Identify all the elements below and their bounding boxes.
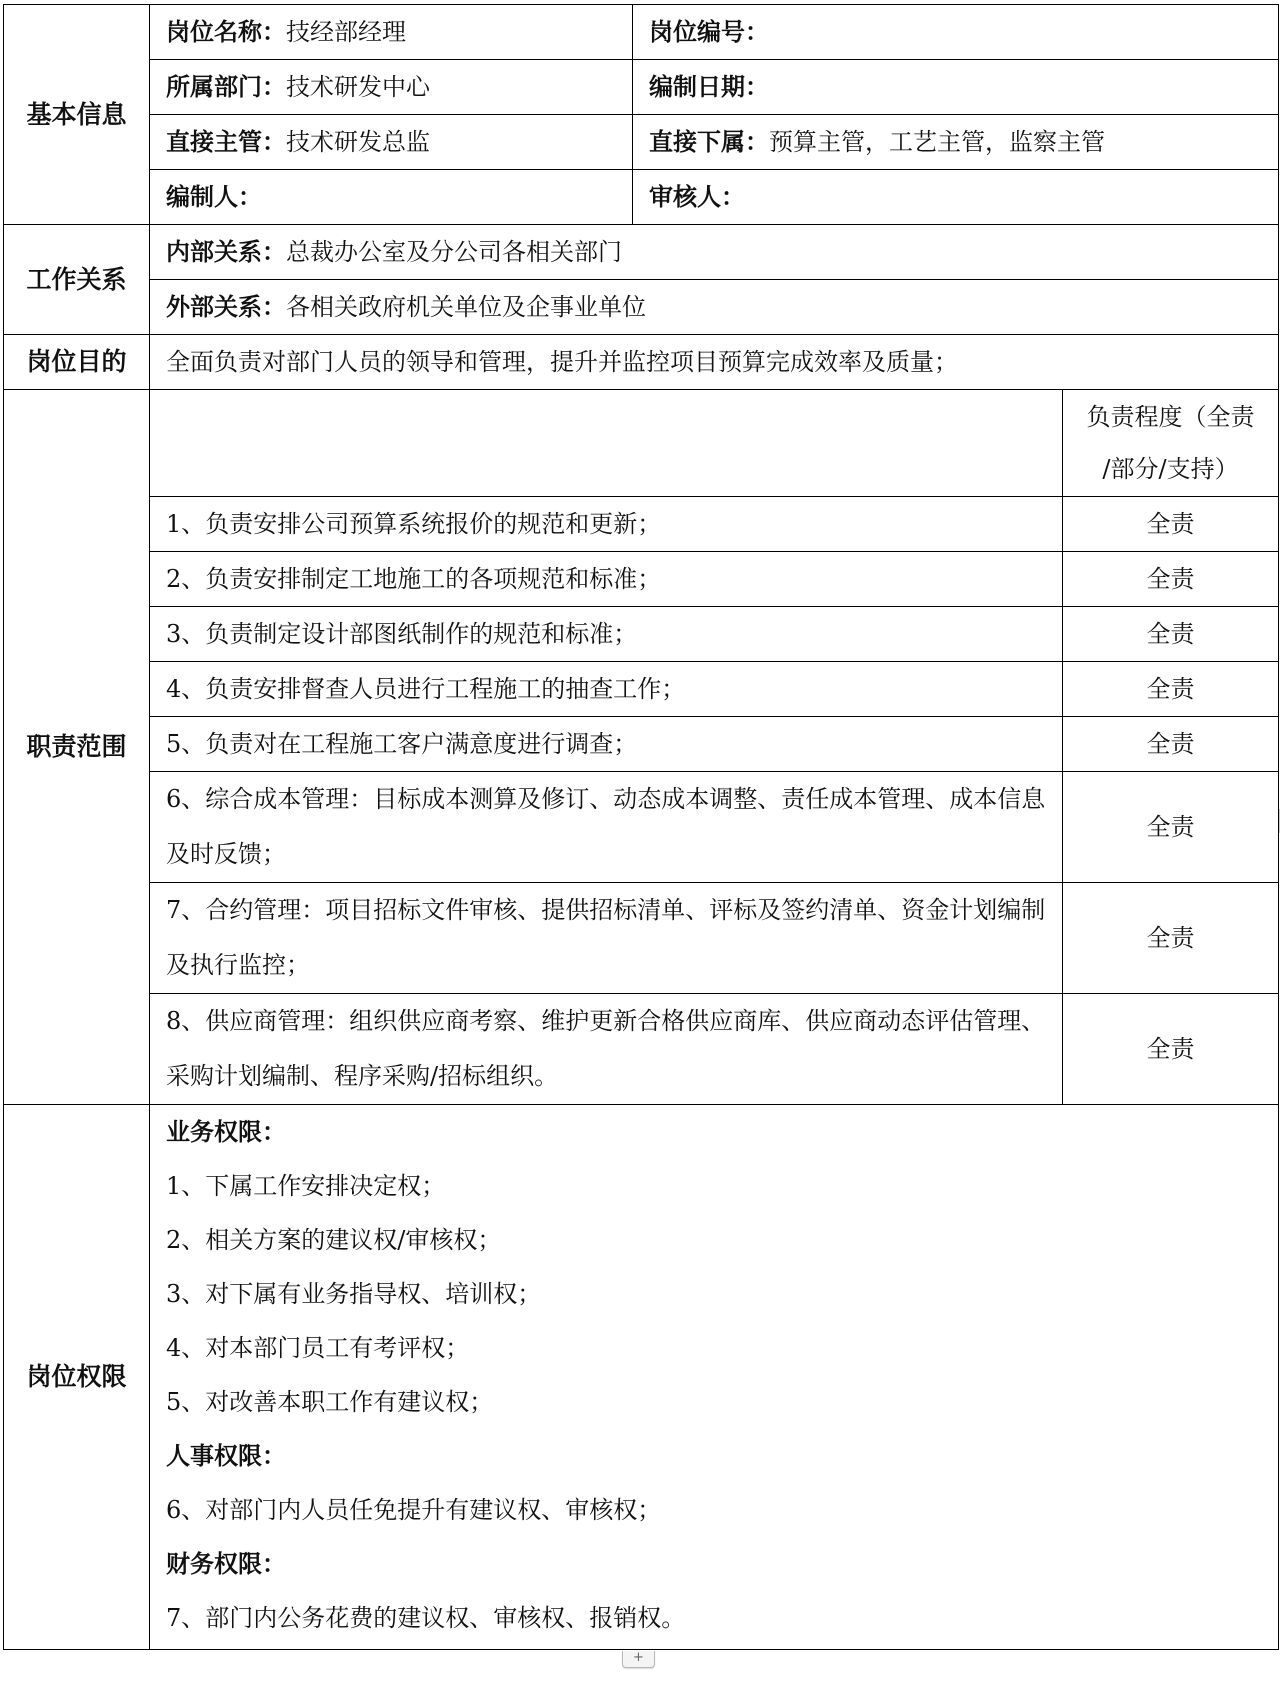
section-label-authority: 岗位权限	[4, 1105, 150, 1650]
responsibility-degree[interactable]: 全责	[1063, 552, 1279, 607]
responsibility-text[interactable]: 6、综合成本管理：目标成本测算及修订、动态成本调整、责任成本管理、成本信息及时反馈；	[150, 772, 1063, 883]
field-key: 直接主管：	[166, 128, 286, 156]
section-label-purpose: 岗位目的	[4, 335, 150, 390]
field-direct-subordinates[interactable]	[633, 115, 1279, 170]
authority-group-title-personnel: 人事权限：	[166, 1442, 286, 1470]
add-row-button[interactable]	[622, 1651, 655, 1668]
field-reviewer[interactable]	[633, 170, 1279, 225]
responsibility-degree[interactable]: 全责	[1063, 883, 1279, 994]
field-key: 编制日期：	[649, 73, 769, 101]
authority-item: 1、下属工作安排决定权；	[166, 1172, 446, 1200]
basic-info-row-4	[4, 170, 1279, 225]
basic-info-row-3	[4, 115, 1279, 170]
column-resize-handle[interactable]	[1279, 809, 1283, 833]
authority-item: 5、对改善本职工作有建议权；	[166, 1388, 494, 1416]
field-key: 内部关系：	[166, 238, 286, 266]
work-relations-row-external	[4, 280, 1279, 335]
field-internal-relations[interactable]	[150, 225, 1279, 280]
field-compile-date[interactable]	[633, 60, 1279, 115]
section-label-work-relations: 工作关系	[4, 225, 150, 335]
field-compiler[interactable]	[150, 170, 633, 225]
responsibility-row	[4, 552, 1279, 607]
field-value: 技经部经理	[286, 18, 406, 46]
field-direct-supervisor[interactable]	[150, 115, 633, 170]
responsibility-row	[4, 662, 1279, 717]
basic-info-row-1	[4, 5, 1279, 60]
field-key: 编制人：	[166, 183, 262, 211]
responsibility-text[interactable]: 8、供应商管理：组织供应商考察、维护更新合格供应商库、供应商动态评估管理、采购计划编制、程序采购/招标组织。	[150, 994, 1063, 1105]
responsibility-text[interactable]: 1、负责安排公司预算系统报价的规范和更新；	[150, 497, 1063, 552]
responsibility-row	[4, 497, 1279, 552]
responsibility-degree[interactable]: 全责	[1063, 994, 1279, 1105]
field-value: 各相关政府机关单位及企事业单位	[286, 293, 646, 321]
authority-content[interactable]	[150, 1105, 1279, 1650]
field-key: 审核人：	[649, 183, 745, 211]
authority-item: 3、对下属有业务指导权、培训权；	[166, 1280, 542, 1308]
responsibility-row	[4, 772, 1279, 883]
responsibilities-header-row	[4, 390, 1279, 497]
responsibility-row	[4, 994, 1279, 1105]
field-value: 技术研发总监	[286, 128, 430, 156]
field-external-relations[interactable]	[150, 280, 1279, 335]
responsibility-text[interactable]: 5、负责对在工程施工客户满意度进行调查；	[150, 717, 1063, 772]
responsibility-row	[4, 607, 1279, 662]
responsibility-text[interactable]: 7、合约管理：项目招标文件审核、提供招标清单、评标及签约清单、资金计划编制及执行监控；	[150, 883, 1063, 994]
responsibility-text[interactable]: 3、负责制定设计部图纸制作的规范和标准；	[150, 607, 1063, 662]
field-value: 预算主管，工艺主管，监察主管	[769, 128, 1105, 156]
responsibility-degree[interactable]: 全责	[1063, 497, 1279, 552]
responsibility-degree[interactable]: 全责	[1063, 607, 1279, 662]
responsibility-degree[interactable]: 全责	[1063, 662, 1279, 717]
field-department[interactable]	[150, 60, 633, 115]
field-key: 所属部门：	[166, 73, 286, 101]
section-label-basic-info: 基本信息	[4, 5, 150, 225]
plus-icon: +	[633, 1650, 644, 1665]
responsibility-degree[interactable]: 全责	[1063, 717, 1279, 772]
purpose-row	[4, 335, 1279, 390]
field-value: 总裁办公室及分公司各相关部门	[286, 238, 622, 266]
work-relations-row-internal	[4, 225, 1279, 280]
authority-group-title-business: 业务权限：	[166, 1118, 286, 1146]
authority-item: 7、部门内公务花费的建议权、审核权、报销权。	[166, 1604, 686, 1632]
authority-item: 2、相关方案的建议权/审核权；	[166, 1226, 502, 1254]
field-key: 外部关系：	[166, 293, 286, 321]
responsibility-text[interactable]: 4、负责安排督查人员进行工程施工的抽查工作；	[150, 662, 1063, 717]
authority-group-title-finance: 财务权限：	[166, 1550, 286, 1578]
responsibility-text[interactable]: 2、负责安排制定工地施工的各项规范和标准；	[150, 552, 1063, 607]
responsibility-degree[interactable]: 全责	[1063, 772, 1279, 883]
field-position-number[interactable]	[633, 5, 1279, 60]
responsibility-row	[4, 717, 1279, 772]
basic-info-row-2	[4, 60, 1279, 115]
field-key: 岗位编号：	[649, 18, 769, 46]
authority-item: 6、对部门内人员任免提升有建议权、审核权；	[166, 1496, 662, 1524]
field-position-name[interactable]	[150, 5, 633, 60]
degree-header-line1: 负责程度（全责	[1086, 403, 1255, 431]
field-key: 岗位名称：	[166, 18, 286, 46]
responsibility-header-blank[interactable]	[150, 390, 1063, 497]
job-description-table	[3, 4, 1279, 1650]
field-key: 直接下属：	[649, 128, 769, 156]
field-purpose[interactable]: 全面负责对部门人员的领导和管理，提升并监控项目预算完成效率及质量；	[150, 335, 1279, 390]
degree-header-line2: /部分/支持）	[1102, 455, 1239, 483]
responsibility-row	[4, 883, 1279, 994]
section-label-responsibilities: 职责范围	[4, 390, 150, 1105]
authority-item: 4、对本部门员工有考评权；	[166, 1334, 470, 1362]
authority-row	[4, 1105, 1279, 1650]
field-value: 技术研发中心	[286, 73, 430, 101]
degree-header	[1063, 390, 1279, 497]
